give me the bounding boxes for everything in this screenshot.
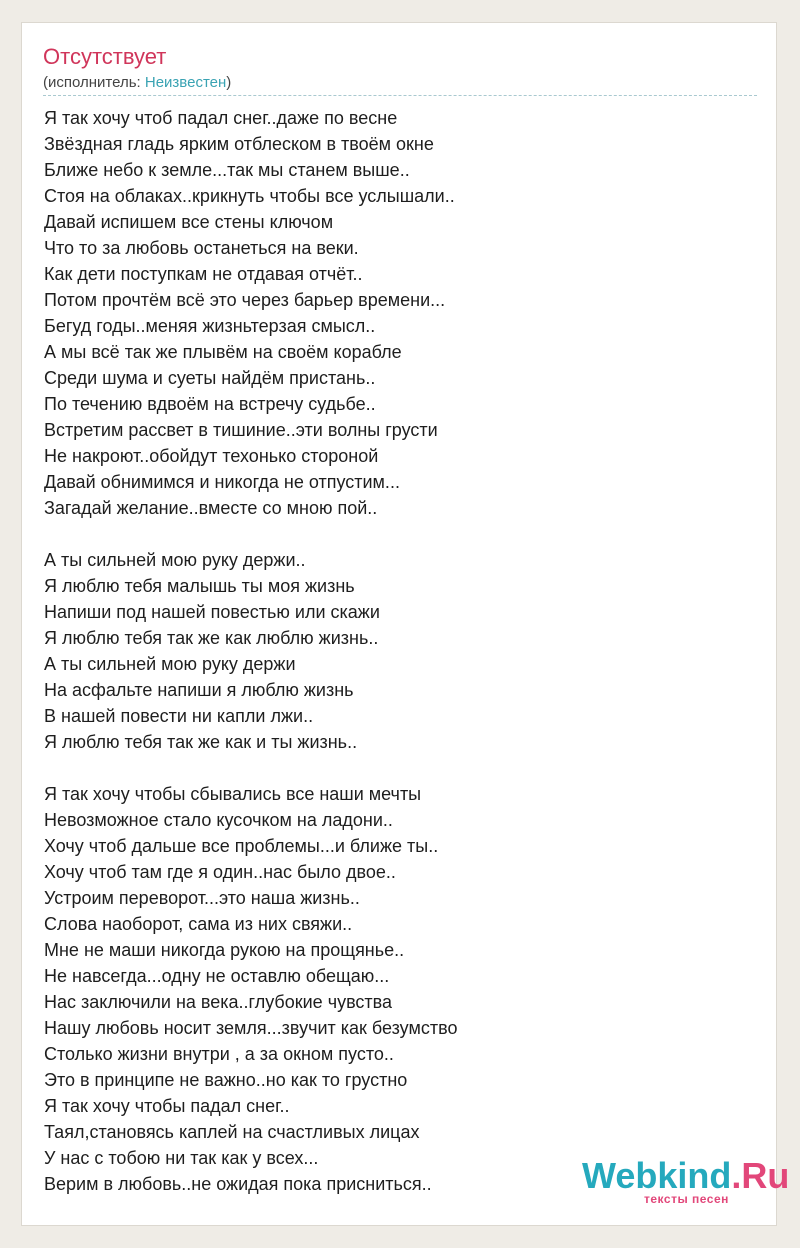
lyric-line: Давай испишем все стены ключом xyxy=(44,212,334,232)
header-divider xyxy=(43,95,757,96)
lyric-line: Таял,становясь каплей на счастливых лицах xyxy=(44,1122,420,1142)
logo-tld: .Ru xyxy=(731,1155,790,1196)
lyrics-text xyxy=(44,105,744,1223)
lyric-line: Верим в любовь..не ожидая пока присниться.. xyxy=(44,1174,432,1194)
lyric-line: Я люблю тебя так же как и ты жизнь.. xyxy=(44,732,358,752)
lyric-line: Это в принципе не важно..но как то грустно xyxy=(44,1070,408,1090)
lyric-line: По течению вдвоём на встречу судьбе.. xyxy=(44,394,376,414)
artist-prefix: (исполнитель: xyxy=(43,74,145,91)
lyric-line: В нашей повести ни капли лжи.. xyxy=(44,706,314,726)
lyric-line: А ты сильней мою руку держи.. xyxy=(44,550,306,570)
lyric-line: Напиши под нашей повестью или скажи xyxy=(44,602,380,622)
lyric-line: Устроим переворот...это наша жизнь.. xyxy=(44,888,360,908)
lyric-line: Хочу чтоб дальше все проблемы...и ближе ты.. xyxy=(44,836,439,856)
lyric-line: Я люблю тебя так же как люблю жизнь.. xyxy=(44,628,379,648)
logo-wordmark xyxy=(582,1155,790,1196)
lyric-line: Я люблю тебя малышь ты моя жизнь xyxy=(44,576,355,596)
lyric-line: Я так хочу чтоб падал снег..даже по весне xyxy=(44,108,398,128)
lyric-line: Невозможное стало кусочком на ладони.. xyxy=(44,810,393,830)
lyric-line: Нас заключили на века..глубокие чувства xyxy=(44,992,393,1012)
lyric-line: Ближе небо к земле...так мы станем выше.. xyxy=(44,160,410,180)
lyric-line: Столько жизни внутри , а за окном пусто.. xyxy=(44,1044,394,1064)
lyric-line: Не накроют..обойдут техонько стороной xyxy=(44,446,379,466)
lyric-line: Бегуд годы..меняя жизньтерзая смысл.. xyxy=(44,316,376,336)
lyric-line: Звёздная гладь ярким отблеском в твоём окне xyxy=(44,134,434,154)
lyric-line: А мы всё так же плывём на своём корабле xyxy=(44,342,402,362)
lyric-line: Хочу чтоб там где я один..нас было двое.. xyxy=(44,862,396,882)
lyric-line: У нас с тобою ни так как у всех... xyxy=(44,1148,319,1168)
lyric-line: Не навсегда...одну не оставлю обещаю... xyxy=(44,966,390,986)
webkind-logo[interactable] xyxy=(582,1155,790,1216)
lyric-line: Среди шума и суеты найдём пристань.. xyxy=(44,368,376,388)
stanza-2 xyxy=(44,547,744,755)
lyric-line: Стоя на облаках..крикнуть чтобы все услышали.. xyxy=(44,186,455,206)
logo-tagline: тексты песен xyxy=(644,1192,729,1206)
artist-link[interactable]: Неизвестен xyxy=(144,74,227,91)
lyric-line: А ты сильней мою руку держи xyxy=(44,654,296,674)
lyric-line: Слова наоборот, сама из них свяжи.. xyxy=(44,914,353,934)
lyric-line: Встретим рассвет в тишиние..эти волны грусти xyxy=(44,420,438,440)
stanza-3 xyxy=(44,781,744,1197)
lyrics-page xyxy=(21,22,790,1226)
logo-name: Webkind xyxy=(582,1155,732,1196)
lyric-line: Давай обнимимся и никогда не отпустим... xyxy=(44,472,400,492)
artist-suffix: ) xyxy=(226,74,232,91)
song-title: Отсутствует xyxy=(43,44,167,69)
lyric-line: Нашу любовь носит земля...звучит как безумство xyxy=(44,1018,458,1038)
lyric-line: Я так хочу чтобы падал снег.. xyxy=(44,1096,290,1116)
lyric-line: На асфальте напиши я люблю жизнь xyxy=(44,680,354,700)
lyric-line: Загадай желание..вместе со мною пой.. xyxy=(44,498,378,518)
lyric-line: Как дети поступкам не отдавая отчёт.. xyxy=(44,264,363,284)
artist-line xyxy=(43,74,231,92)
stanza-1 xyxy=(44,105,744,521)
lyric-line: Потом прочтём всё это через барьер времени... xyxy=(44,290,446,310)
lyric-line: Мне не маши никогда рукою на прощянье.. xyxy=(44,940,405,960)
lyric-line: Я так хочу чтобы сбывались все наши мечты xyxy=(44,784,422,804)
lyric-line: Что то за любовь останеться на веки. xyxy=(44,238,359,258)
